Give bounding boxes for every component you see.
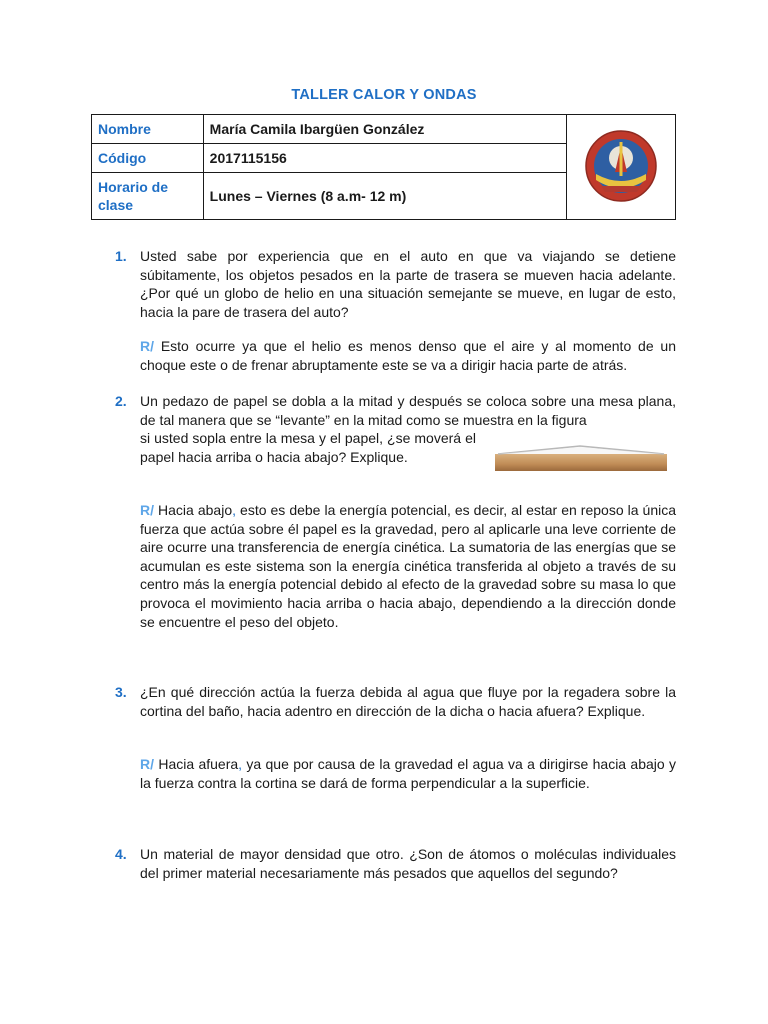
answer-2-comma: , <box>232 502 236 518</box>
question-4-text: Un material de mayor densidad que otro. ¿Son de átomos o moléculas individuales del primer material necesariamente más pesados que aquellos del segundo? <box>140 846 676 881</box>
name-value: María Camila Ibargüen González <box>203 115 567 144</box>
question-4-number: 4. <box>115 846 127 862</box>
question-2-text-part2: si usted sopla entre la mesa y el papel, ¿se moverá el papel hacia arriba o hacia abajo? Explique. <box>140 430 476 465</box>
folded-paper-figure <box>494 442 669 474</box>
answer-1-mark: R/ <box>140 338 154 354</box>
answer-3-mark: R/ <box>140 756 154 772</box>
question-2-answer <box>140 501 676 631</box>
name-label: Nombre <box>92 115 204 144</box>
logo-cell <box>567 115 676 220</box>
question-2-number: 2. <box>115 393 127 409</box>
question-1-text: Usted sabe por experiencia que en el auto en que va viajando se detiene súbitamente, los objetos pesados en la parte de trasera se mueven hacia adelante. ¿Por qué un globo de helio en una situación semejante se mueve, en lugar de esto, hacia la pare de trasera del auto? <box>140 248 676 320</box>
answer-3-text: ya que por causa de la gravedad el agua va a dirigirse hacia abajo y la fuerza contra la cortina se dará de forma perpendicular a la superficie. <box>140 756 677 791</box>
answer-1-text: Esto ocurre ya que el helio es menos denso que el aire y al momento de un choque este o de frenar abruptamente este se va a dirigir hacia parte de atrás. <box>140 338 676 373</box>
answer-3-lead: Hacia afuera <box>158 756 239 772</box>
student-info-table <box>91 114 676 220</box>
answer-2-text: esto es debe la energía potencial, es decir, al estar en reposo la única fuerza que actúa sobre él papel es la gravedad, pero al aplicarle una leve corriente de aire ocurre una transferencia de energía cinética. La sumatoria de las energías que se acumulan es este sistema son la energía cinética transferida al objeto a través de su centro más la energía potencial debido al efecto de la gravedad sobre su masa lo que provoca el movimiento hacia arriba o hacia abajo, dependiendo a la dirección donde se encuentre el peso del objeto. <box>140 502 677 630</box>
answer-2-lead: Hacia abajo <box>158 502 233 518</box>
question-3-answer <box>140 755 676 792</box>
question-3-number: 3. <box>115 684 127 700</box>
university-seal-icon <box>583 128 659 204</box>
schedule-value: Lunes – Viernes (8 a.m- 12 m) <box>203 173 567 220</box>
code-label: Código <box>92 144 204 173</box>
document-title: TALLER CALOR Y ONDAS <box>291 87 477 103</box>
schedule-label: Horario de clase <box>92 173 204 220</box>
code-value: 2017115156 <box>203 144 567 173</box>
answer-2-mark: R/ <box>140 502 154 518</box>
question-1-answer <box>140 337 676 374</box>
answer-3-comma: , <box>238 756 243 772</box>
question-3-text: ¿En qué dirección actúa la fuerza debida al agua que fluye por la regadera sobre la cortina del baño, hacia adentro en dirección de la dicha o hacia afuera? Explique. <box>140 684 676 719</box>
question-1-number: 1. <box>115 248 127 264</box>
question-2-text-part1: Un pedazo de papel se dobla a la mitad y después se coloca sobre una mesa plana, de tal manera que se “levante” en la mitad como se muestra en la figura <box>140 393 676 428</box>
folded-paper-on-table-icon <box>494 442 669 474</box>
